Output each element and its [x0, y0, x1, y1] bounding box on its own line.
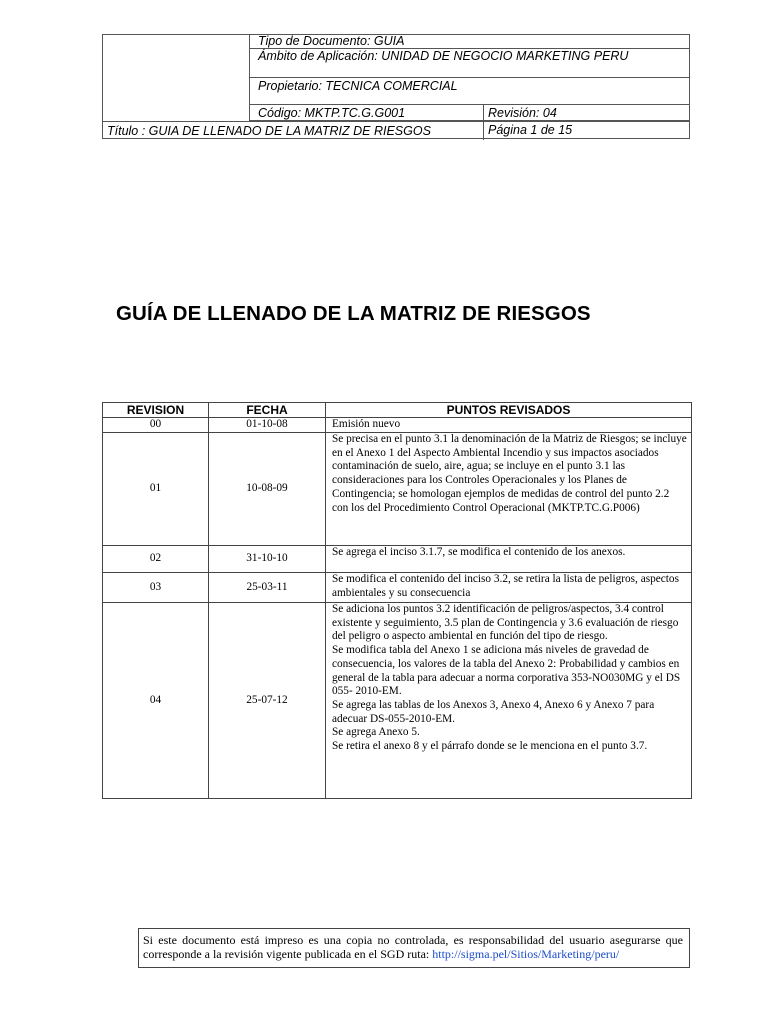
cell-puntos	[326, 603, 692, 799]
uncontrolled-copy-notice	[138, 928, 690, 968]
cell-fecha: 31-10-10	[209, 546, 326, 573]
table-row	[103, 546, 692, 573]
document-header	[102, 34, 690, 139]
sgd-link[interactable]: http://sigma.pel/Sitios/Marketing/peru/	[432, 946, 620, 961]
notice-text: Si este documento está impreso es una copia no controlada, es responsabilidad del usuario asegurarse que corresponde a la revisión vigente publicada en el SGD ruta:	[143, 933, 683, 961]
cell-fecha: 10-08-09	[209, 433, 326, 546]
cell-fecha: 25-07-12	[209, 603, 326, 799]
cell-revision: 01	[103, 433, 209, 546]
revision-number: Revisión: 04	[488, 106, 557, 120]
ambito-aplicacion: Ámbito de Aplicación: UNIDAD DE NEGOCIO MARKETING PERU	[258, 49, 629, 63]
puntos-line: Se adiciona los puntos 3.2 identificación de peligros/aspectos, 3.4 control existente y seguimiento, 3.5 plan de Contingencia y 3.6 evaluación de riesgo del peligro o aspecto ambiental en función del tipo de riesgo.	[332, 603, 679, 643]
propietario: Propietario: TECNICA COMERCIAL	[258, 79, 458, 93]
cell-fecha: 01-10-08	[209, 418, 326, 433]
ambito-propietario	[250, 49, 689, 105]
titulo: Título : GUIA DE LLENADO DE LA MATRIZ DE RIESGOS	[103, 121, 689, 139]
cell-fecha: 25-03-11	[209, 573, 326, 603]
puntos-line: Se retira el anexo 8 y el párrafo donde se le menciona en el punto 3.7.	[332, 740, 648, 753]
cell-puntos: Se modifica el contenido del inciso 3.2, se retira la lista de peligros, aspectos ambientales y su consecuencia	[326, 573, 692, 603]
cell-revision: 04	[103, 603, 209, 799]
logo-area	[103, 35, 250, 121]
col-header-fecha: FECHA	[209, 403, 326, 418]
table-row	[103, 433, 692, 546]
table-header-row	[103, 403, 692, 418]
table-row	[103, 418, 692, 433]
cell-puntos: Se precisa en el punto 3.1 la denominación de la Matriz de Riesgos; se incluye en el Anexo 1 del Aspecto Ambiental Incendio y sus impactos asociados contaminación de suelo, aire, agua; se incluye en el punto 3.1 las consideraciones para los Controles Operacionales y los Planes de Contingencia; se homologan ejemplos de medidas de control del punto 2.2 con los del Procedimiento Control Operacional (MKTP.TC.G.P006)	[326, 433, 692, 546]
cell-puntos: Se agrega el inciso 3.1.7, se modifica el contenido de los anexos.	[326, 546, 692, 573]
table-row	[103, 573, 692, 603]
col-header-revision: REVISION	[103, 403, 209, 418]
revision-table	[102, 402, 692, 799]
cell-puntos: Emisión nuevo	[326, 418, 692, 433]
cell-revision: 02	[103, 546, 209, 573]
page-title: GUÍA DE LLENADO DE LA MATRIZ DE RIESGOS	[116, 302, 591, 325]
puntos-line: Se modifica tabla del Anexo 1 se adiciona más niveles de gravedad de consecuencia, los valores de la tabla del Anexo 2: Probabilidad y cambios en general de la tabla para adecuar a norma corporativa 353-NO030MG y el DS 055- 2010-EM.	[332, 644, 681, 698]
pagina: Página 1 de 15	[488, 123, 573, 137]
cell-revision: 03	[103, 573, 209, 603]
codigo: Código: MKTP.TC.G.G001	[250, 105, 689, 121]
puntos-line: Se agrega las tablas de los Anexos 3, Anexo 4, Anexo 6 y Anexo 7 para adecuar DS-055-2010-EM.	[332, 698, 655, 725]
col-header-puntos: PUNTOS REVISADOS	[326, 403, 692, 418]
puntos-line: Se agrega Anexo 5.	[332, 726, 420, 739]
table-row	[103, 603, 692, 799]
cell-revision: 00	[103, 418, 209, 433]
tipo-documento: Tipo de Documento: GUIA	[250, 35, 689, 49]
